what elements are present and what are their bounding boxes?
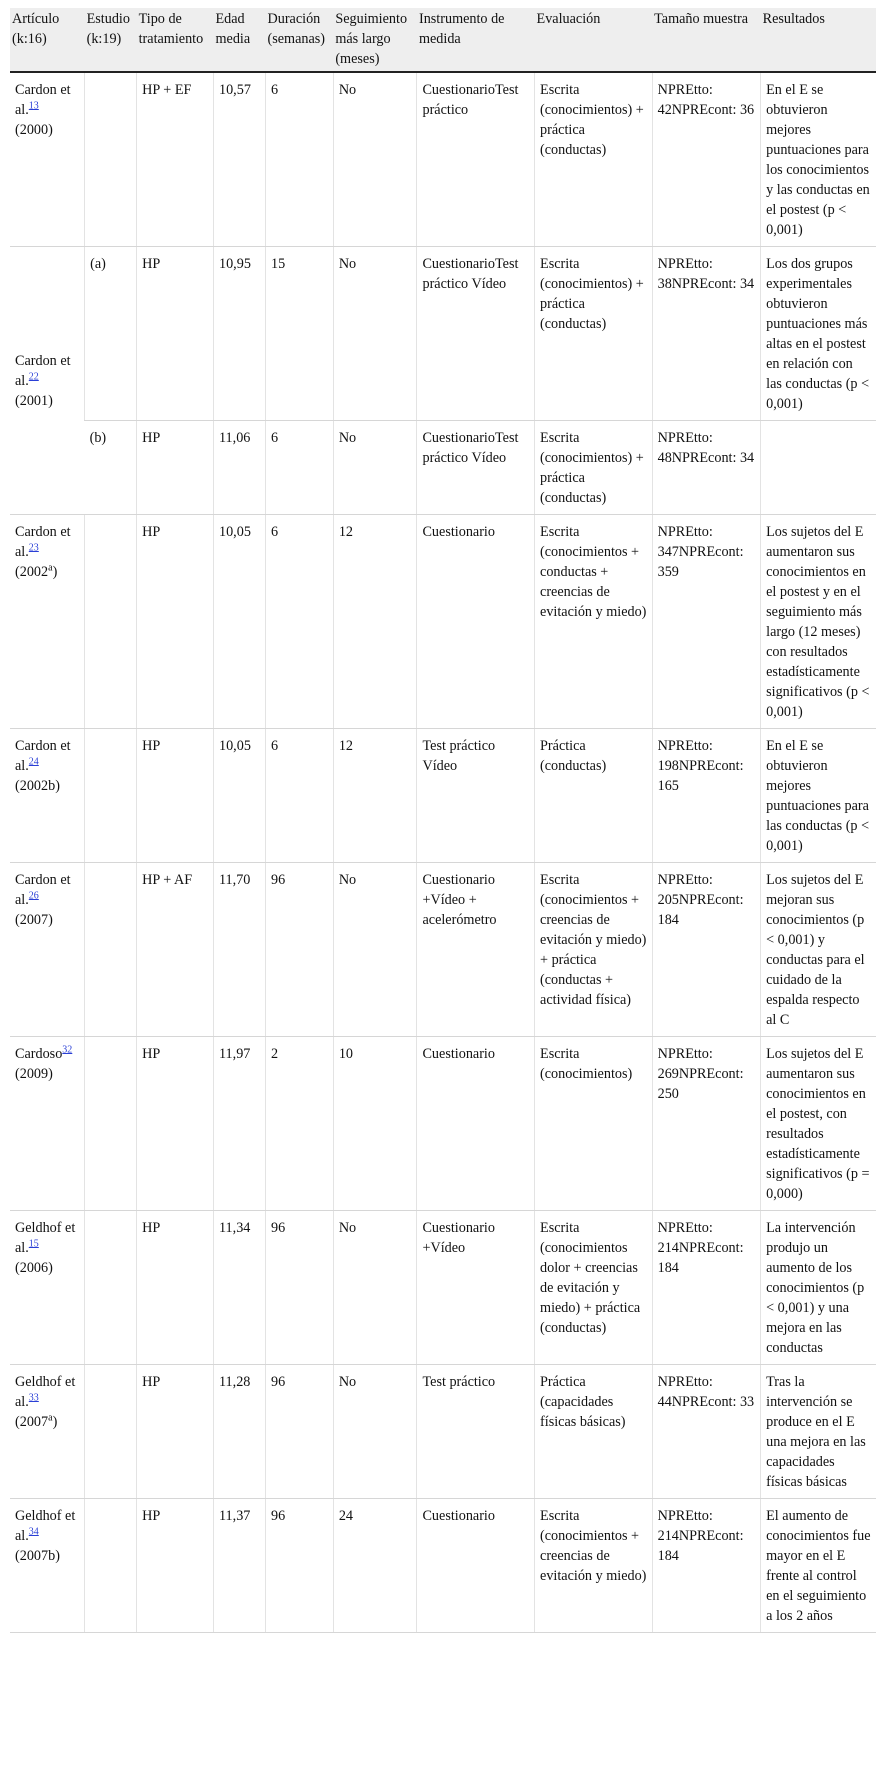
year-text: (2002 — [15, 564, 49, 580]
cell-duracion: 2 — [265, 1037, 333, 1211]
reference-link[interactable]: 26 — [28, 890, 39, 902]
year-text: (2009) — [15, 1066, 53, 1082]
cell-instrumento: CuestionarioTest práctico Vídeo — [417, 247, 535, 421]
cell-evaluacion: Escrita (conocimientos) + práctica (conductas) — [535, 247, 653, 421]
cell-tratamiento: HP + AF — [137, 863, 214, 1037]
cell-duracion: 6 — [265, 72, 333, 247]
cell-instrumento: Cuestionario +Vídeo + acelerómetro — [417, 863, 535, 1037]
cell-articulo — [10, 247, 85, 515]
cell-tratamiento: HP — [137, 247, 214, 421]
cell-tratamiento: HP — [137, 515, 214, 729]
year-superscript: a — [48, 562, 53, 574]
cell-seguimiento: No — [333, 72, 417, 247]
cell-seguimiento: No — [333, 1365, 417, 1499]
cell-muestra: NPREtto: 205NPREcont: 184 — [652, 863, 761, 1037]
cell-resultados: En el E se obtuvieron mejores puntuaciones para los conocimientos y las conductas en el postest (p < 0,001) — [761, 72, 876, 247]
study-table — [10, 8, 876, 1633]
cell-tratamiento: HP + EF — [137, 72, 214, 247]
cell-evaluacion: Escrita (conocimientos + creencias de evitación y miedo) + práctica (conductas + actividad física) — [535, 863, 653, 1037]
cell-estudio — [85, 72, 137, 247]
cell-resultados — [761, 421, 876, 515]
reference-link[interactable]: 34 — [28, 1526, 39, 1538]
cell-instrumento: Cuestionario — [417, 515, 535, 729]
cell-instrumento: CuestionarioTest práctico — [417, 72, 535, 247]
cell-evaluacion: Práctica (capacidades físicas básicas) — [535, 1365, 653, 1499]
cell-edad: 11,97 — [213, 1037, 265, 1211]
author-text: Cardoso — [15, 1046, 63, 1062]
cell-duracion: 6 — [265, 729, 333, 863]
header-evaluacion: Evaluación — [535, 8, 653, 72]
header-seguimiento: Seguimiento más largo (meses) — [333, 8, 417, 72]
cell-estudio: (b) — [85, 421, 137, 515]
year-text: (2007b) — [15, 1548, 60, 1564]
cell-edad: 10,57 — [213, 72, 265, 247]
table-row — [10, 1499, 876, 1633]
cell-duracion: 6 — [265, 421, 333, 515]
cell-muestra: NPREtto: 42NPREcont: 36 — [652, 72, 761, 247]
cell-muestra: NPREtto: 38NPREcont: 34 — [652, 247, 761, 421]
cell-duracion: 96 — [265, 863, 333, 1037]
cell-resultados: El aumento de conocimientos fue mayor en el E frente al control en el seguimiento a los 2 años — [761, 1499, 876, 1633]
cell-estudio: (a) — [85, 247, 137, 421]
cell-edad: 11,28 — [213, 1365, 265, 1499]
year-text: (2002b) — [15, 778, 60, 794]
cell-resultados: Los sujetos del E aumentaron sus conocimientos en el postest, con resultados estadísticamente significativos (p = 0,000) — [761, 1037, 876, 1211]
author-text: Cardon et al. — [15, 82, 71, 118]
year-text: (2007 — [15, 1414, 49, 1430]
cell-tratamiento: HP — [137, 729, 214, 863]
cell-seguimiento: No — [333, 247, 417, 421]
author-text: Cardon et al. — [15, 738, 71, 774]
cell-seguimiento: No — [333, 1211, 417, 1365]
cell-articulo — [10, 863, 85, 1037]
reference-link[interactable]: 32 — [62, 1044, 73, 1056]
table-row — [10, 1037, 876, 1211]
cell-instrumento: Test práctico Vídeo — [417, 729, 535, 863]
cell-resultados: Los sujetos del E mejoran sus conocimientos (p < 0,001) y conductas para el cuidado de la espalda respecto al C — [761, 863, 876, 1037]
author-text: Geldhof et al. — [15, 1508, 76, 1544]
reference-link[interactable]: 13 — [28, 100, 39, 112]
header-articulo: Artículo (k:16) — [10, 8, 85, 72]
cell-tratamiento: HP — [137, 1499, 214, 1633]
cell-tratamiento: HP — [137, 1211, 214, 1365]
author-text: Cardon et al. — [15, 872, 71, 908]
cell-muestra: NPREtto: 214NPREcont: 184 — [652, 1499, 761, 1633]
cell-evaluacion: Escrita (conocimientos + creencias de evitación y miedo) — [535, 1499, 653, 1633]
table-row — [10, 1365, 876, 1499]
year-end-text: ) — [52, 1414, 58, 1430]
cell-evaluacion: Escrita (conocimientos) + práctica (conductas) — [535, 421, 653, 515]
cell-evaluacion: Escrita (conocimientos dolor + creencias de evitación y miedo) + práctica (conductas) — [535, 1211, 653, 1365]
cell-edad: 11,34 — [213, 1211, 265, 1365]
header-estudio: Estudio (k:19) — [85, 8, 137, 72]
cell-muestra: NPREtto: 214NPREcont: 184 — [652, 1211, 761, 1365]
cell-resultados: Los dos grupos experimentales obtuvieron puntuaciones más altas en el postest en relación con las conductas (p < 0,001) — [761, 247, 876, 421]
cell-seguimiento: 12 — [333, 515, 417, 729]
reference-link[interactable]: 22 — [28, 371, 39, 383]
author-text: Cardon et al. — [15, 353, 71, 389]
header-edad-media: Edad media — [213, 8, 265, 72]
cell-muestra: NPREtto: 44NPREcont: 33 — [652, 1365, 761, 1499]
header-tamano-muestra: Tamaño muestra — [652, 8, 761, 72]
author-text: Cardon et al. — [15, 524, 71, 560]
cell-articulo — [10, 1037, 85, 1211]
header-duracion: Duración (semanas) — [265, 8, 333, 72]
year-text: (2007) — [15, 912, 53, 928]
cell-tratamiento: HP — [137, 421, 214, 515]
cell-seguimiento: 24 — [333, 1499, 417, 1633]
cell-resultados: Tras la intervención se produce en el E una mejora en las capacidades físicas básicas — [761, 1365, 876, 1499]
cell-seguimiento: 12 — [333, 729, 417, 863]
cell-evaluacion: Práctica (conductas) — [535, 729, 653, 863]
cell-edad: 10,05 — [213, 729, 265, 863]
cell-estudio — [85, 729, 137, 863]
table-row — [10, 72, 876, 247]
header-tipo-tratamiento: Tipo de tratamiento — [137, 8, 214, 72]
table-row — [10, 729, 876, 863]
cell-evaluacion: Escrita (conocimientos) + práctica (conductas) — [535, 72, 653, 247]
cell-duracion: 96 — [265, 1211, 333, 1365]
cell-resultados: En el E se obtuvieron mejores puntuaciones para las conductas (p < 0,001) — [761, 729, 876, 863]
reference-link[interactable]: 24 — [28, 756, 39, 768]
cell-resultados: La intervención produjo un aumento de los conocimientos (p < 0,001) y una mejora en las conductas — [761, 1211, 876, 1365]
cell-estudio — [85, 515, 137, 729]
cell-tratamiento: HP — [137, 1037, 214, 1211]
table-row — [10, 247, 876, 421]
cell-edad: 11,37 — [213, 1499, 265, 1633]
cell-evaluacion: Escrita (conocimientos + conductas + creencias de evitación y miedo) — [535, 515, 653, 729]
cell-duracion: 96 — [265, 1499, 333, 1633]
cell-muestra: NPREtto: 48NPREcont: 34 — [652, 421, 761, 515]
cell-instrumento: Test práctico — [417, 1365, 535, 1499]
year-text: (2001) — [15, 393, 53, 409]
cell-instrumento: CuestionarioTest práctico Vídeo — [417, 421, 535, 515]
author-text: Geldhof et al. — [15, 1220, 76, 1256]
cell-edad: 10,05 — [213, 515, 265, 729]
cell-estudio — [85, 863, 137, 1037]
reference-link[interactable]: 15 — [28, 1238, 39, 1250]
cell-articulo — [10, 729, 85, 863]
year-text: (2000) — [15, 122, 53, 138]
cell-muestra: NPREtto: 347NPREcont: 359 — [652, 515, 761, 729]
year-end-text: ) — [52, 564, 58, 580]
cell-estudio — [85, 1037, 137, 1211]
cell-muestra: NPREtto: 269NPREcont: 250 — [652, 1037, 761, 1211]
header-resultados: Resultados — [761, 8, 876, 72]
cell-articulo — [10, 1211, 85, 1365]
cell-tratamiento: HP — [137, 1365, 214, 1499]
cell-articulo — [10, 1365, 85, 1499]
author-text: Geldhof et al. — [15, 1374, 76, 1410]
study-table-container — [10, 8, 876, 1633]
table-row — [10, 1211, 876, 1365]
cell-duracion: 15 — [265, 247, 333, 421]
cell-articulo — [10, 515, 85, 729]
cell-instrumento: Cuestionario +Vídeo — [417, 1211, 535, 1365]
cell-edad: 11,06 — [213, 421, 265, 515]
cell-muestra: NPREtto: 198NPREcont: 165 — [652, 729, 761, 863]
table-header-row — [10, 8, 876, 72]
cell-seguimiento: No — [333, 421, 417, 515]
cell-evaluacion: Escrita (conocimientos) — [535, 1037, 653, 1211]
table-row — [10, 421, 876, 515]
cell-estudio — [85, 1211, 137, 1365]
cell-estudio — [85, 1365, 137, 1499]
cell-duracion: 96 — [265, 1365, 333, 1499]
cell-seguimiento: No — [333, 863, 417, 1037]
reference-link[interactable]: 23 — [28, 542, 39, 554]
cell-instrumento: Cuestionario — [417, 1499, 535, 1633]
header-instrumento: Instrumento de medida — [417, 8, 535, 72]
table-row — [10, 863, 876, 1037]
cell-articulo — [10, 72, 85, 247]
cell-duracion: 6 — [265, 515, 333, 729]
cell-edad: 11,70 — [213, 863, 265, 1037]
year-text: (2006) — [15, 1260, 53, 1276]
reference-link[interactable]: 33 — [28, 1392, 39, 1404]
cell-instrumento: Cuestionario — [417, 1037, 535, 1211]
cell-seguimiento: 10 — [333, 1037, 417, 1211]
table-row — [10, 515, 876, 729]
cell-resultados: Los sujetos del E aumentaron sus conocimientos en el postest y en el seguimiento más largo (12 meses) con resultados estadísticamente significativos (p < 0,001) — [761, 515, 876, 729]
cell-edad: 10,95 — [213, 247, 265, 421]
year-superscript: a — [48, 1412, 53, 1424]
cell-estudio — [85, 1499, 137, 1633]
cell-articulo — [10, 1499, 85, 1633]
